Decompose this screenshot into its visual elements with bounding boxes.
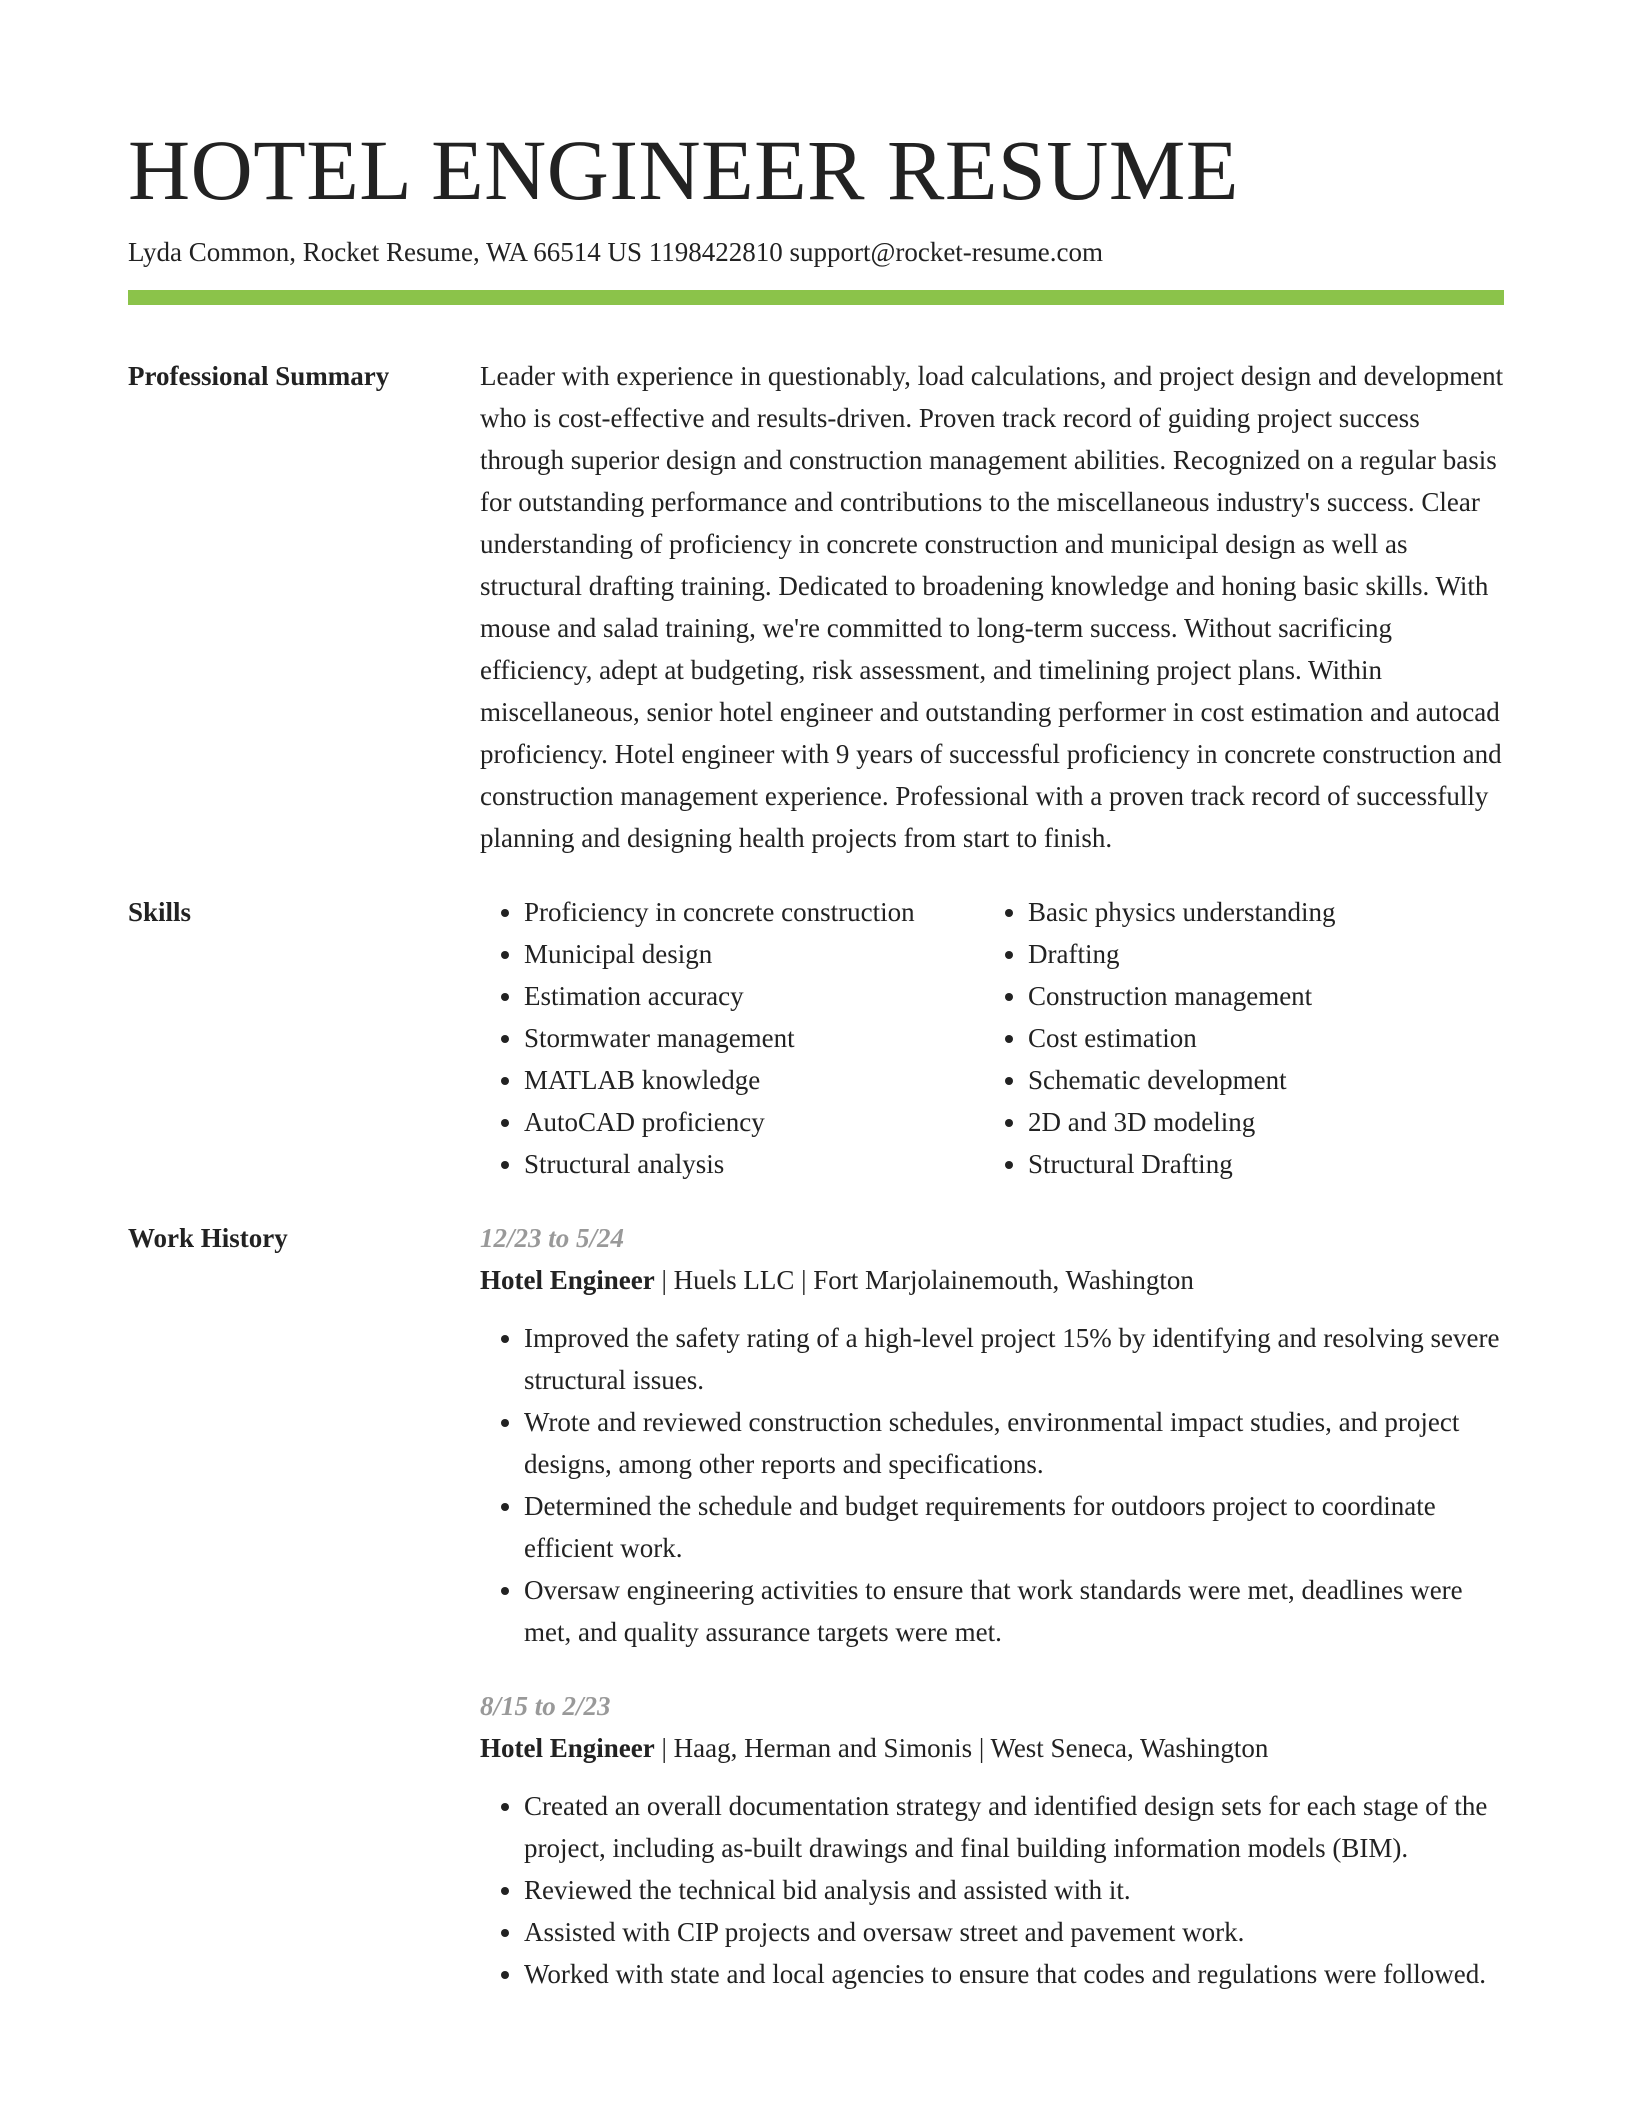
job-details: | Haag, Herman and Simonis | West Seneca, Washington bbox=[654, 1733, 1269, 1763]
skills-list-right bbox=[984, 891, 1488, 1185]
job-bullet: • Assisted with CIP projects and oversaw street and pavement work. bbox=[524, 1911, 1504, 1953]
job-bullet: • Worked with state and local agencies to ensure that codes and regulations were followed. bbox=[524, 1953, 1504, 1995]
job-bullets bbox=[480, 1317, 1504, 1653]
job-entry bbox=[480, 1217, 1504, 1653]
skills-column-right bbox=[984, 891, 1488, 1185]
job-bullets bbox=[480, 1785, 1504, 1995]
skills-section bbox=[128, 891, 1504, 1185]
skills-columns bbox=[480, 891, 1504, 1185]
accent-divider bbox=[128, 290, 1504, 305]
skill-item: • Estimation accuracy bbox=[524, 975, 984, 1017]
job-details: | Huels LLC | Fort Marjolainemouth, Washington bbox=[654, 1265, 1194, 1295]
job-bullet: • Determined the schedule and budget requirements for outdoors project to coordinate efficient work. bbox=[524, 1485, 1504, 1569]
skill-item: • Basic physics understanding bbox=[1028, 891, 1488, 933]
work-history-body bbox=[480, 1217, 1504, 1995]
job-dates: 8/15 to 2/23 bbox=[480, 1691, 611, 1721]
job-heading bbox=[480, 1259, 1504, 1301]
job-bullet: • Reviewed the technical bid analysis and assisted with it. bbox=[524, 1869, 1504, 1911]
skill-item: • Cost estimation bbox=[1028, 1017, 1488, 1059]
skill-item: • Proficiency in concrete construction bbox=[524, 891, 984, 933]
skill-item: • Stormwater management bbox=[524, 1017, 984, 1059]
summary-heading: Professional Summary bbox=[128, 361, 390, 391]
work-history-section bbox=[128, 1217, 1504, 1995]
skill-item: • AutoCAD proficiency bbox=[524, 1101, 984, 1143]
page-title: HOTEL ENGINEER RESUME bbox=[128, 122, 1239, 218]
job-bullet: • Wrote and reviewed construction schedules, environmental impact studies, and project designs, among other reports and specifications. bbox=[524, 1401, 1504, 1485]
summary-text: Leader with experience in questionably, load calculations, and project design and development who is cost-effective and results-driven. Proven track record of guiding project success through superior design and construction management abilities. Recognized on a regular basis for outstanding performance and contributions to the miscellaneous industry's success. Clear understanding of proficiency in concrete construction and municipal design as well as structural drafting training. Dedicated to broadening knowledge and honing basic skills. With mouse and salad training, we're committed to long-term success. Without sacrificing efficiency, adept at budgeting, risk assessment, and timelining project plans. Within miscellaneous, senior hotel engineer and outstanding performer in cost estimation and autocad proficiency. Hotel engineer with 9 years of successful proficiency in concrete construction and construction management experience. Professional with a proven track record of successfully planning and designing health projects from start to finish. bbox=[480, 361, 1504, 853]
skill-item: • Schematic development bbox=[1028, 1059, 1488, 1101]
contact-info: Lyda Common, Rocket Resume, WA 66514 US 1198422810 support@rocket-resume.com bbox=[128, 237, 1104, 267]
skills-column-left bbox=[480, 891, 984, 1185]
resume-page bbox=[128, 118, 1504, 1995]
skill-item: • MATLAB knowledge bbox=[524, 1059, 984, 1101]
skill-item: • Construction management bbox=[1028, 975, 1488, 1017]
summary-section bbox=[128, 355, 1504, 859]
job-bullet: • Oversaw engineering activities to ensure that work standards were met, deadlines were met, and quality assurance targets were met. bbox=[524, 1569, 1504, 1653]
job-heading bbox=[480, 1727, 1504, 1769]
job-bullet: • Created an overall documentation strategy and identified design sets for each stage of the project, including as-built drawings and final building information models (BIM). bbox=[524, 1785, 1504, 1869]
skill-item: • 2D and 3D modeling bbox=[1028, 1101, 1488, 1143]
job-title: Hotel Engineer bbox=[480, 1733, 655, 1763]
job-dates: 12/23 to 5/24 bbox=[480, 1223, 625, 1253]
job-bullet: • Improved the safety rating of a high-level project 15% by identifying and resolving severe structural issues. bbox=[524, 1317, 1504, 1401]
skill-item: • Municipal design bbox=[524, 933, 984, 975]
job-entry bbox=[480, 1685, 1504, 1995]
job-title: Hotel Engineer bbox=[480, 1265, 655, 1295]
skill-item: • Structural analysis bbox=[524, 1143, 984, 1185]
skills-heading: Skills bbox=[128, 897, 192, 927]
work-history-heading: Work History bbox=[128, 1223, 288, 1253]
skill-item: • Drafting bbox=[1028, 933, 1488, 975]
skills-list-left bbox=[480, 891, 984, 1185]
skill-item: • Structural Drafting bbox=[1028, 1143, 1488, 1185]
